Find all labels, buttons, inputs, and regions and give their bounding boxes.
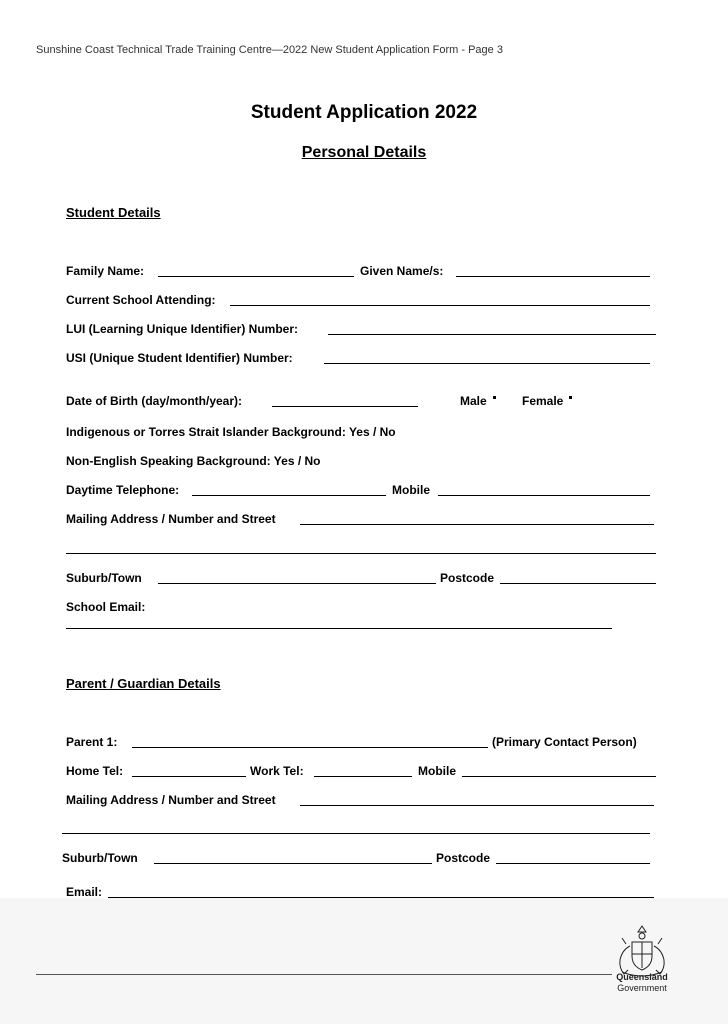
female-option[interactable]: [522, 394, 572, 408]
parent-suburb-label: Suburb/Town: [62, 851, 138, 865]
male-option[interactable]: [460, 394, 496, 408]
female-checkbox[interactable]: [569, 396, 572, 399]
logo-text-line2: Government: [617, 983, 667, 993]
form-title: Student Application 2022: [250, 102, 478, 123]
given-name-field[interactable]: [456, 276, 650, 277]
logo-text-line1: Queensland: [616, 972, 668, 982]
parent-email-field[interactable]: [108, 897, 654, 898]
current-school-field[interactable]: [230, 305, 650, 306]
parent-email-label: Email:: [66, 885, 103, 899]
student-suburb-label: Suburb/Town: [66, 571, 142, 585]
parent-mobile-field[interactable]: [462, 776, 656, 777]
male-label: Male: [460, 394, 487, 408]
daytime-telephone-label: Daytime Telephone:: [66, 483, 180, 497]
daytime-telephone-field[interactable]: [192, 495, 386, 496]
work-tel-field[interactable]: [314, 776, 412, 777]
parent-section-title: Parent / Guardian Details: [66, 676, 221, 691]
student-postcode-field[interactable]: [500, 583, 656, 584]
parent-mobile-label: Mobile: [418, 764, 456, 778]
lui-field[interactable]: [328, 334, 656, 335]
indigenous-question[interactable]: Indigenous or Torres Strait Islander Background: Yes / No: [66, 425, 396, 439]
parent-mailing-field-line2[interactable]: [62, 833, 650, 834]
lui-label: LUI (Learning Unique Identifier) Number:: [66, 322, 299, 336]
dob-label: Date of Birth (day/month/year):: [66, 394, 243, 408]
parent-mailing-field[interactable]: [300, 805, 654, 806]
parent1-field[interactable]: [132, 747, 488, 748]
work-tel-label: Work Tel:: [250, 764, 304, 778]
female-label: Female: [522, 394, 564, 408]
usi-field[interactable]: [324, 363, 650, 364]
school-email-label: School Email:: [66, 600, 146, 614]
given-name-label: Given Name/s:: [360, 264, 444, 278]
nesb-question[interactable]: Non-English Speaking Background: Yes / No: [66, 454, 321, 468]
student-mobile-label: Mobile: [392, 483, 430, 497]
queensland-coat-of-arms-icon: [612, 920, 672, 1014]
family-name-field[interactable]: [158, 276, 354, 277]
parent-postcode-label: Postcode: [436, 851, 491, 865]
student-mailing-field-line2[interactable]: [66, 553, 656, 554]
student-mailing-field[interactable]: [300, 524, 654, 525]
parent-postcode-field[interactable]: [496, 863, 650, 864]
usi-label: USI (Unique Student Identifier) Number:: [66, 351, 293, 365]
current-school-label: Current School Attending:: [66, 293, 216, 307]
student-mailing-label: Mailing Address / Number and Street: [66, 512, 276, 526]
running-header: Sunshine Coast Technical Trade Training Centre—2022 New Student Application Form - Page 3: [36, 44, 503, 56]
home-tel-field[interactable]: [132, 776, 246, 777]
dob-field[interactable]: [272, 406, 418, 407]
family-name-label: Family Name:: [66, 264, 145, 278]
parent-suburb-field[interactable]: [154, 863, 432, 864]
student-suburb-field[interactable]: [158, 583, 436, 584]
student-postcode-label: Postcode: [440, 571, 495, 585]
student-section-title: Student Details: [66, 205, 161, 220]
student-mobile-field[interactable]: [438, 495, 650, 496]
home-tel-label: Home Tel:: [66, 764, 124, 778]
primary-contact-label: (Primary Contact Person): [492, 735, 637, 749]
footer-rule: [36, 974, 612, 975]
parent1-label: Parent 1:: [66, 735, 118, 749]
male-checkbox[interactable]: [493, 396, 496, 399]
form-subtitle: Personal Details: [301, 144, 427, 161]
parent-mailing-label: Mailing Address / Number and Street: [66, 793, 276, 807]
school-email-field[interactable]: [66, 628, 612, 629]
